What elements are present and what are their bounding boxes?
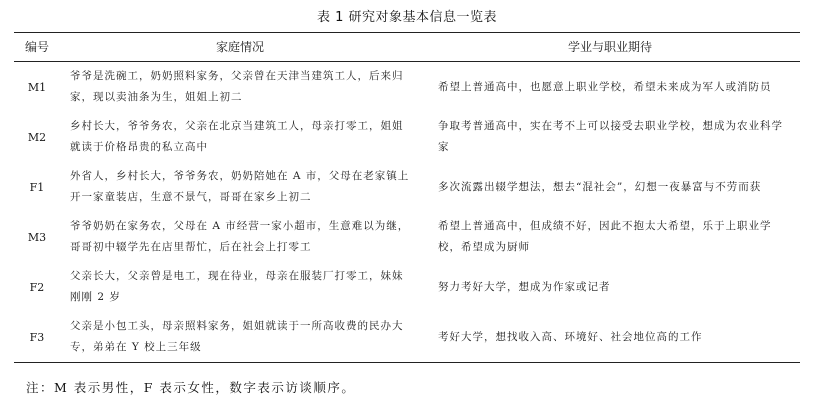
table-row [14,262,800,312]
table-row [14,62,800,113]
header-expectation: 学业与职业期待 [420,33,800,62]
cell-expectation: 努力考好大学，想成为作家或记者 [438,280,611,293]
cell-code: M1 [27,80,47,94]
table-row [14,162,800,212]
header-code: 编号 [14,33,60,62]
header-family: 家庭情况 [60,33,420,62]
cell-family: 外省人，乡村长大，爷爷务农，奶奶陪她在 A 市，父母在老家镇上开一家童装店，生意不景气，哥哥在家乡上初二 [70,170,410,203]
table-note: 注：M 表示男性，F 表示女性，数字表示访谈顺序。 [26,380,356,395]
header-row [14,33,800,62]
cell-expectation: 争取考普通高中，实在考不上可以接受去职业学校，想成为农业科学家 [438,120,783,153]
cell-code: M2 [27,130,47,144]
cell-code: M3 [27,230,47,244]
cell-code: F2 [29,280,45,294]
cell-family: 乡村长大，爷爷务农，父亲在北京当建筑工人，母亲打零工，姐姐就读于价格昂贵的私立高中 [70,120,404,153]
info-table [14,32,800,363]
cell-family: 爷爷奶奶在家务农，父母在 A 市经营一家小超市，生意难以为继，哥哥初中辍学先在店里帮忙，后在社会上打零工 [70,220,410,253]
cell-family: 父亲是小包工头，母亲照料家务，姐姐就读于一所高收费的民办大专，弟弟在 Y 校上三年级 [60,312,420,363]
cell-expectation: 希望上普通高中，也愿意上职业学校，希望未来成为军人或消防员 [438,80,772,93]
table-row [14,212,800,262]
cell-expectation: 考好大学，想找收入高、环境好、社会地位高的工作 [420,312,800,363]
cell-family: 爷爷是洗碗工，奶奶照料家务，父亲曾在天津当建筑工人，后来归家，现以卖油条为生，姐姐上初二 [70,70,404,103]
cell-code: F3 [14,312,60,363]
cell-family: 父亲长大，父亲曾是电工，现在待业，母亲在服装厂打零工，妹妹刚刚 2 岁 [70,270,404,303]
cell-expectation: 多次流露出辍学想法，想去“混社会”，幻想一夜暴富与不劳而获 [438,180,762,193]
table-caption: 表 1 研究对象基本信息一览表 [316,10,498,25]
cell-code: F1 [29,180,45,194]
table-row [14,312,800,363]
cell-expectation: 希望上普通高中，但成绩不好，因此不抱太大希望，乐于上职业学校，希望成为厨师 [438,220,772,253]
table-row [14,112,800,162]
